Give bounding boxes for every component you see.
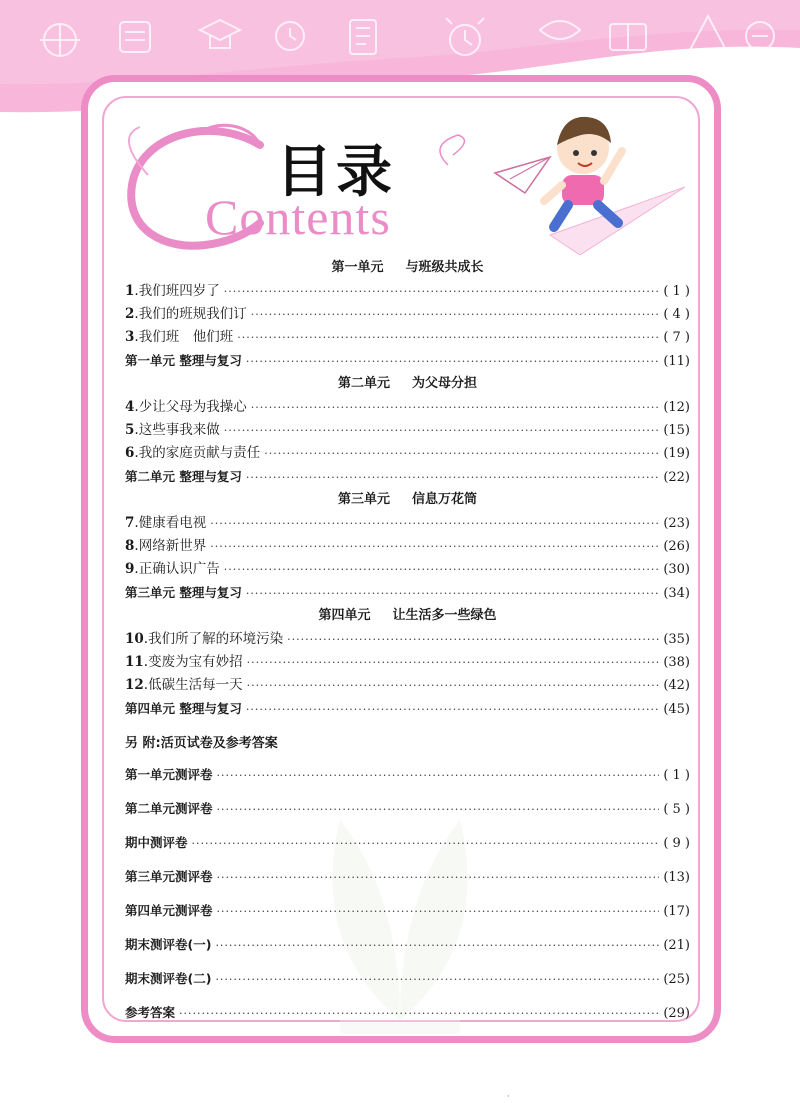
unit-heading: 第一单元 与班级共成长 <box>331 260 484 275</box>
toc-entry[interactable]: 3 . 我们班 他们班 ····· ( 7 ) <box>125 326 690 349</box>
toc-entry[interactable]: 1 . 我们班四岁了 ····· ( 1 ) <box>125 280 690 303</box>
toc-test-entry[interactable]: 第一单元测评卷 ····· ( 1 ) <box>125 758 690 792</box>
table-of-contents <box>125 256 690 1030</box>
unit-heading: 第三单元 信息万花筒 <box>337 492 478 507</box>
toc-test-entry[interactable]: 第三单元测评卷 ····· (13) <box>125 860 690 894</box>
unit-heading: 第二单元 为父母分担 <box>337 376 478 391</box>
toc-test-entry[interactable]: 期末测评卷(二) ····· (25) <box>125 962 690 996</box>
footer-dot: · <box>507 1092 510 1101</box>
toc-test-entry[interactable]: 期中测评卷 ····· ( 9 ) <box>125 826 690 860</box>
toc-entry[interactable]: 12 . 低碳生活每一天 ····· (42) <box>125 674 690 697</box>
toc-entry[interactable]: 6 . 我的家庭贡献与责任 ····· (19) <box>125 442 690 465</box>
toc-entry[interactable]: 9 . 正确认识广告 ····· (30) <box>125 558 690 581</box>
toc-review-entry[interactable]: 第四单元 整理与复习 ····· (45) <box>125 697 690 720</box>
cartoon-boy-icon <box>544 117 622 227</box>
toc-entry[interactable]: 10 . 我们所了解的环境污染 ····· (35) <box>125 628 690 651</box>
appendix-heading: 另 附:活页试卷及参考答案 <box>125 736 278 751</box>
page-subtitle: Contents <box>205 189 391 245</box>
toc-entry[interactable]: 11 . 变废为宝有妙招 ····· (38) <box>125 651 690 674</box>
toc-entry[interactable]: 4 . 少让父母为我操心 ····· (12) <box>125 396 690 419</box>
toc-entry[interactable]: 7 . 健康看电视 ····· (23) <box>125 512 690 535</box>
toc-entry[interactable]: 2 . 我们的班规我们订 ····· ( 4 ) <box>125 303 690 326</box>
page-title: 目录 <box>276 140 396 205</box>
toc-review-entry[interactable]: 第三单元 整理与复习 ····· (34) <box>125 581 690 604</box>
header-illustration <box>110 115 690 255</box>
unit-heading: 第四单元 让生活多一些绿色 <box>318 608 497 623</box>
toc-test-entry[interactable]: 第四单元测评卷 ····· (17) <box>125 894 690 928</box>
toc-review-entry[interactable]: 第一单元 整理与复习 ····· (11) <box>125 349 690 372</box>
toc-entry[interactable]: 5 . 这些事我来做 ····· (15) <box>125 419 690 442</box>
toc-test-entry[interactable]: 第二单元测评卷 ····· ( 5 ) <box>125 792 690 826</box>
toc-test-entry[interactable]: 期末测评卷(一) ····· (21) <box>125 928 690 962</box>
toc-test-entry[interactable]: 参考答案 ····· (29) <box>125 996 690 1030</box>
toc-entry[interactable]: 8 . 网络新世界 ····· (26) <box>125 535 690 558</box>
toc-review-entry[interactable]: 第二单元 整理与复习 ····· (22) <box>125 465 690 488</box>
